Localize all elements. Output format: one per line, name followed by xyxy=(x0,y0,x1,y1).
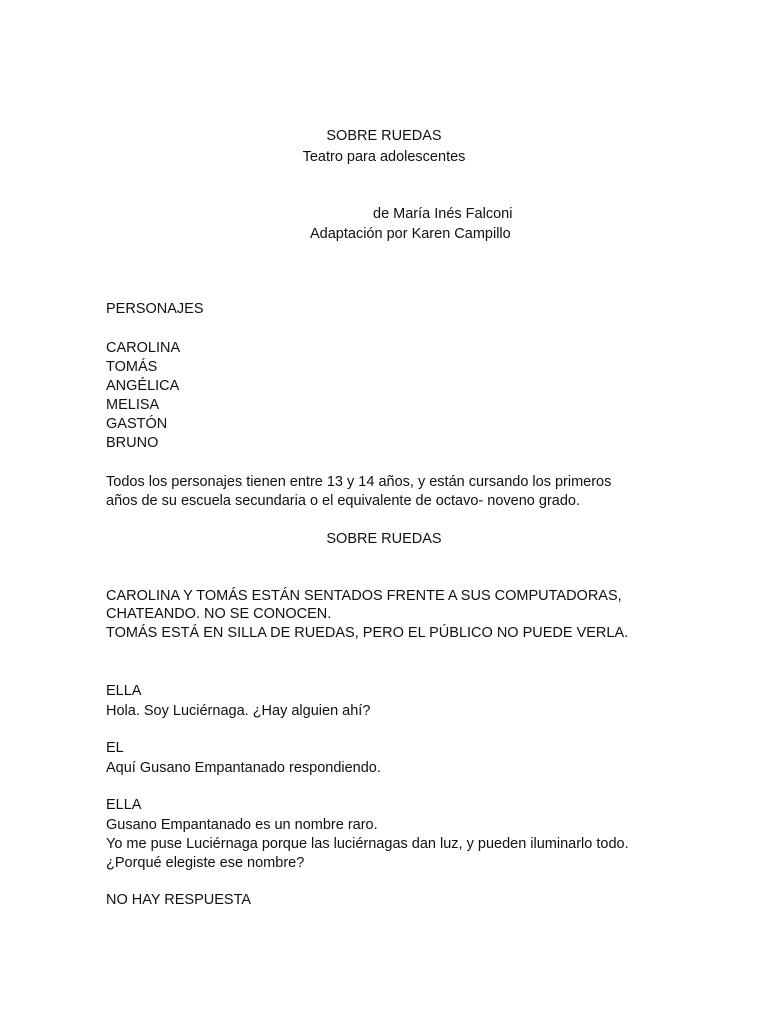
character-name: CAROLINA xyxy=(106,340,181,356)
dialogue-line: Gusano Empantanado es un nombre raro. xyxy=(106,817,378,833)
character-name: MELISA xyxy=(106,397,160,413)
adaptation-credit: Adaptación por Karen Campillo xyxy=(310,226,511,242)
character-name: ANGÉLICA xyxy=(106,378,180,394)
play-title: SOBRE RUEDAS xyxy=(326,128,442,144)
character-name: TOMÁS xyxy=(106,359,158,375)
speaker-name: ELLA xyxy=(106,797,142,813)
dialogue-line: Yo me puse Luciérnaga porque las luciérnagas dan luz, y pueden iluminarlo todo. xyxy=(106,836,629,852)
final-stage-direction: NO HAY RESPUESTA xyxy=(106,892,252,908)
speaker-name: ELLA xyxy=(106,683,142,699)
section-title: SOBRE RUEDAS xyxy=(326,531,442,547)
character-name: GASTÓN xyxy=(106,416,168,432)
dialogue-line: ¿Porqué elegiste ese nombre? xyxy=(106,855,305,871)
speaker-name: EL xyxy=(106,740,124,756)
stage-direction-line: CAROLINA Y TOMÁS ESTÁN SENTADOS FRENTE A SUS COMPUTADORAS, xyxy=(106,588,622,604)
stage-direction-line: CHATEANDO. NO SE CONOCEN. xyxy=(106,606,332,622)
character-name: BRUNO xyxy=(106,435,159,451)
characters-heading: PERSONAJES xyxy=(106,301,204,317)
dialogue-line: Hola. Soy Luciérnaga. ¿Hay alguien ahí? xyxy=(106,703,371,719)
play-subtitle: Teatro para adolescentes xyxy=(302,149,466,165)
author-credit: de María Inés Falconi xyxy=(373,206,513,222)
dialogue-line: Aquí Gusano Empantanado respondiendo. xyxy=(106,760,381,776)
description-line: años de su escuela secundaria o el equivalente de octavo- noveno grado. xyxy=(106,493,580,509)
description-line: Todos los personajes tienen entre 13 y 14 años, y están cursando los primeros xyxy=(106,474,612,490)
stage-direction-line: TOMÁS ESTÁ EN SILLA DE RUEDAS, PERO EL PÚBLICO NO PUEDE VERLA. xyxy=(106,625,629,641)
